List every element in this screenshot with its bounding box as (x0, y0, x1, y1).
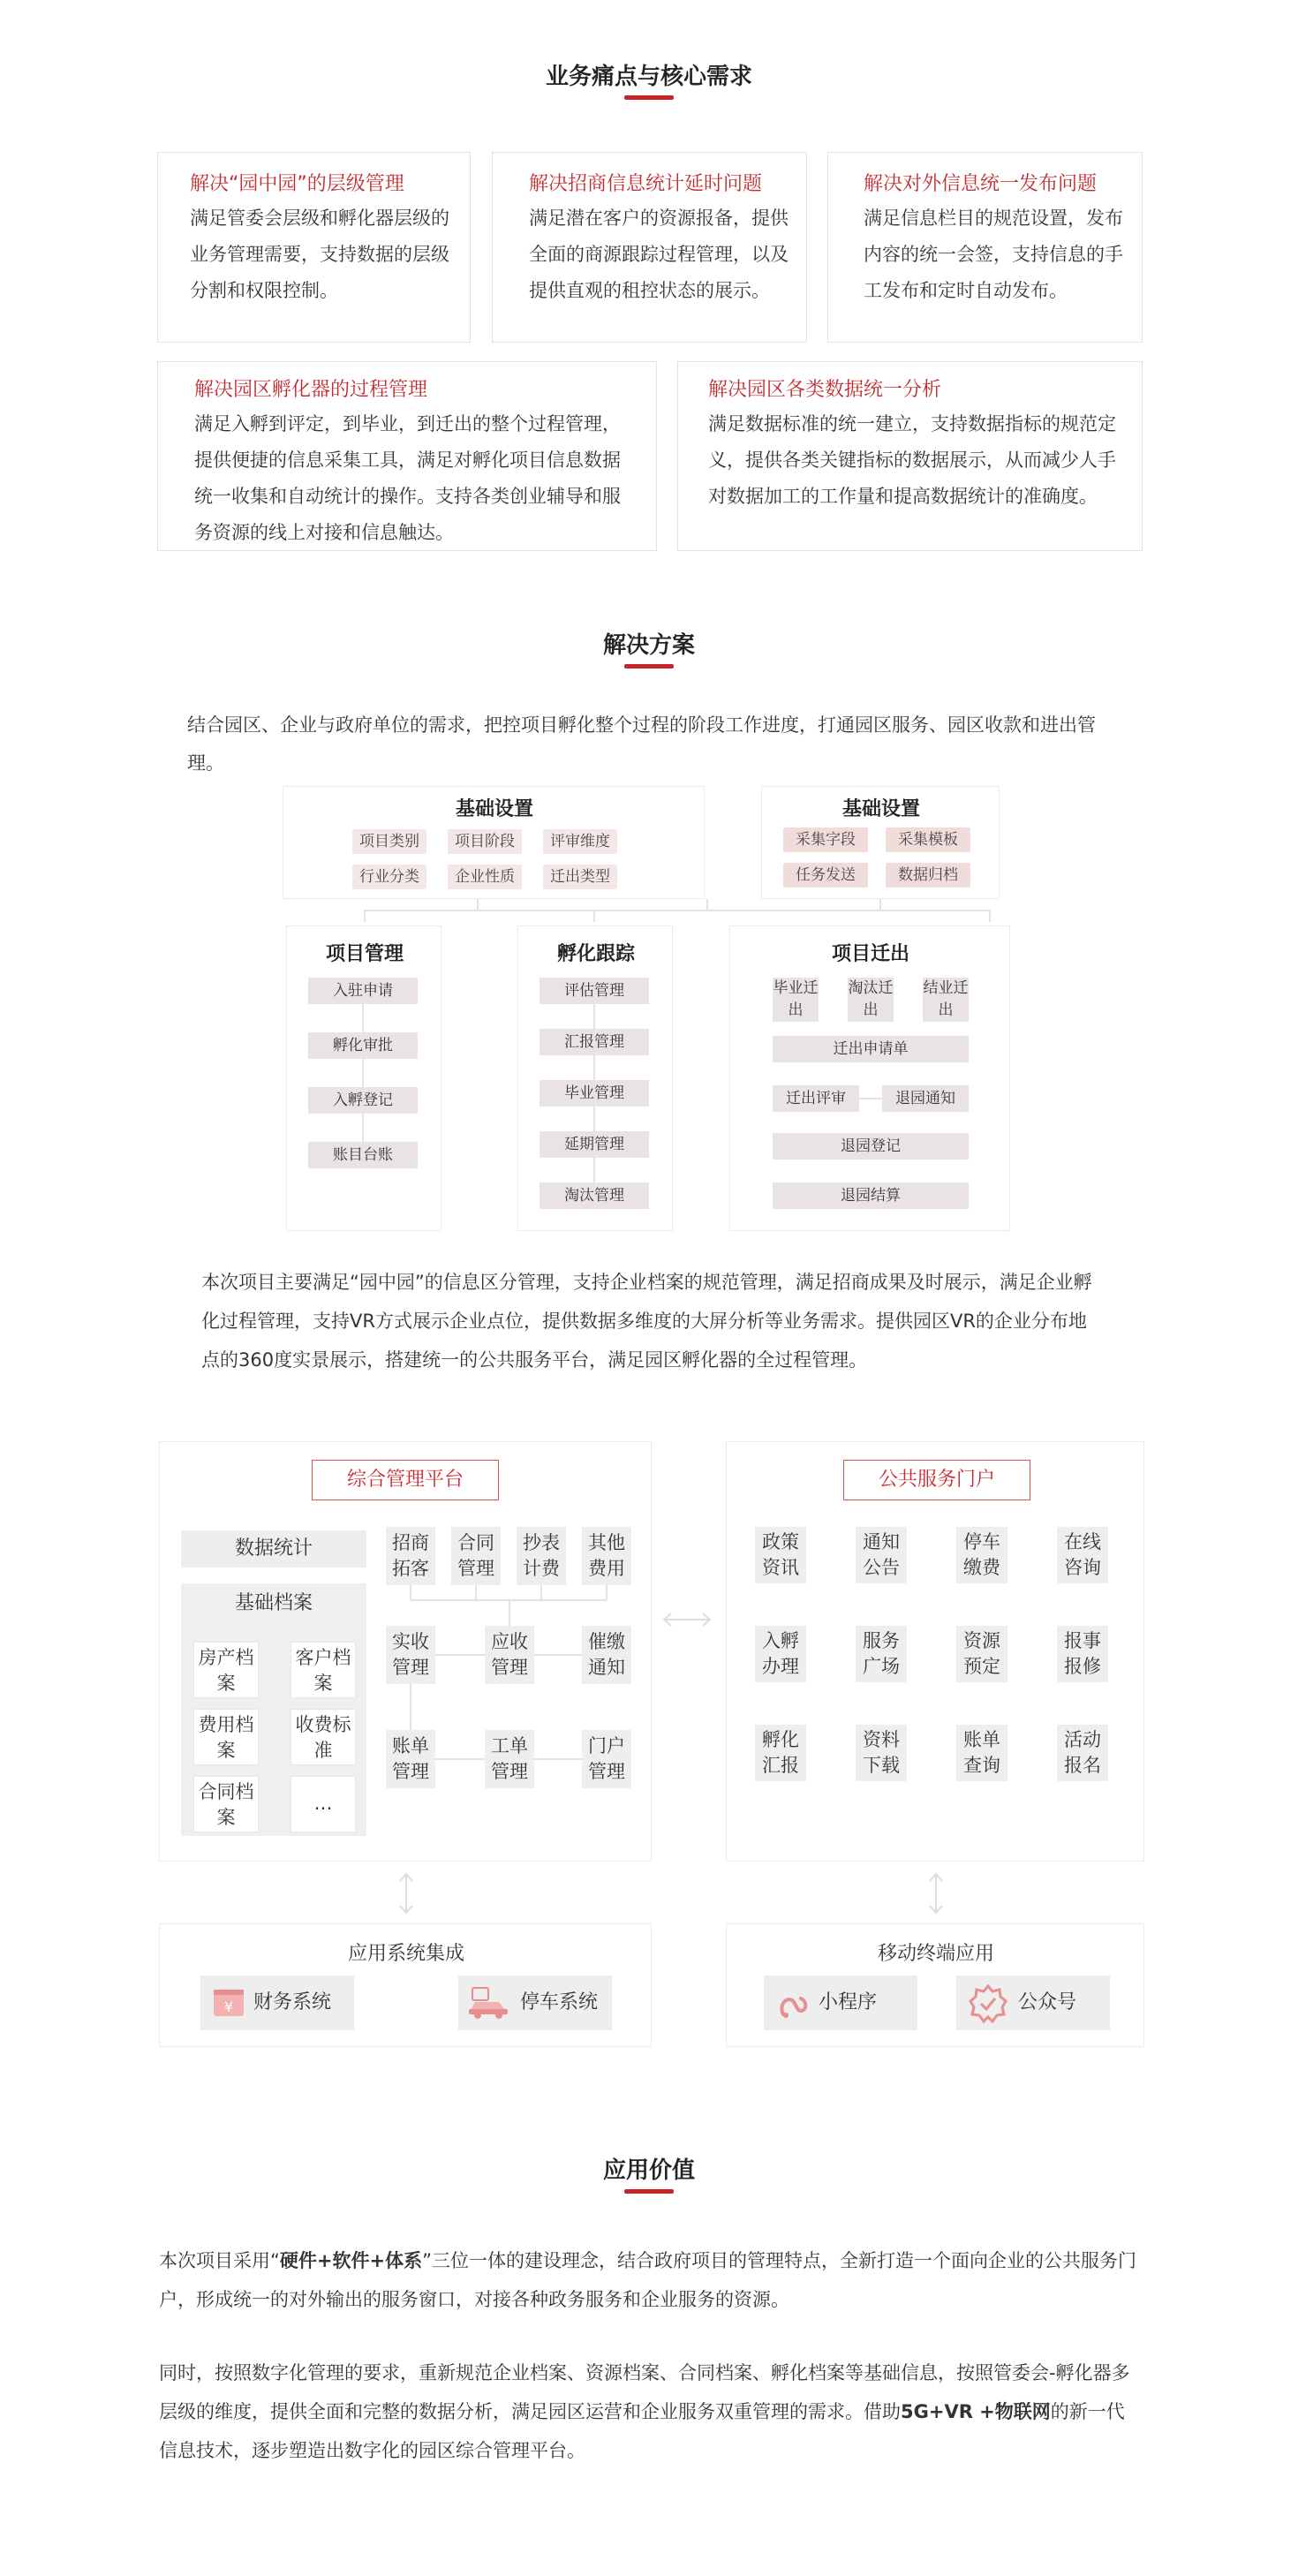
portal-item[interactable]: 孵化汇报 (755, 1725, 806, 1781)
settings-title: 基础设置 (841, 798, 920, 820)
section-underline (624, 664, 674, 669)
portal-item[interactable]: 账单查询 (956, 1725, 1007, 1781)
panel-subtitle: 应用系统集成 (347, 1943, 464, 1965)
module-cell: 应收管理 (485, 1626, 534, 1684)
flow-connector (477, 899, 479, 911)
module-cell: 催缴通知 (582, 1626, 631, 1684)
module-connector (435, 1758, 485, 1760)
flow-step: 入孵登记 (308, 1087, 418, 1114)
mini-program-icon (778, 1986, 813, 2021)
settings-title: 基础设置 (455, 798, 533, 820)
value-highlight: 5G+VR +物联网 (901, 2401, 1051, 2422)
official-account-icon (969, 1984, 1007, 2023)
flow-connector (706, 899, 708, 911)
module-cell: 合同管理 (451, 1527, 501, 1585)
value-text: 本次项目采用“ (159, 2250, 280, 2271)
flow-step: 淘汰管理 (540, 1182, 649, 1209)
stage-title: 孵化跟踪 (556, 943, 635, 965)
flow-connector (593, 1004, 595, 1029)
portal-item[interactable]: 资源预定 (956, 1626, 1007, 1682)
module-connector (475, 1585, 477, 1600)
section-title-pain: 业务痛点与核心需求 (545, 64, 752, 90)
module-cell: 工单管理 (485, 1730, 534, 1788)
pain-card-desc: 满足信息栏目的规范设置，发布内容的统一会签，支持信息的手工发布和定时自动发布。 (864, 208, 1123, 301)
settings-tag: 企业性质 (448, 865, 522, 889)
vertical-arrow-icon (927, 1870, 945, 1916)
module-cell: 账单管理 (386, 1730, 435, 1788)
pain-card-title: 解决园区各类数据统一分析 (708, 379, 942, 401)
value-text: 的新一代信息技术，逐步塑造出数字化的园区综合管理平台。 (159, 2401, 1125, 2461)
settings-tag: 项目阶段 (448, 829, 522, 854)
archive-item: 合同档案 (193, 1776, 259, 1832)
settings-tag: 评审维度 (543, 829, 617, 854)
finance-system[interactable] (200, 1975, 354, 2030)
panel-title: 公共服务门户 (843, 1460, 1030, 1500)
pain-card-title: 解决招商信息统计延时问题 (529, 173, 763, 195)
flow-connector (362, 1004, 364, 1032)
archive-more: … (291, 1776, 356, 1832)
module-connector (410, 1585, 411, 1600)
flow-step: 退园登记 (773, 1133, 969, 1160)
module-connector (509, 1599, 510, 1626)
pain-card-title: 解决“园中园”的层级管理 (190, 173, 404, 195)
settings-tag: 数据归档 (886, 863, 970, 888)
module-connector (435, 1654, 485, 1656)
finance-icon (213, 1988, 245, 2018)
flow-step: 评估管理 (540, 978, 649, 1004)
parking-system[interactable] (458, 1975, 612, 2030)
flow-step: 退园通知 (882, 1085, 969, 1112)
panel-service-portal (726, 1441, 1144, 1862)
data-stats: 数据统计 (181, 1530, 366, 1568)
stage-exit (729, 925, 1010, 1231)
value-paragraph-2 (159, 2353, 1141, 2470)
panel-subtitle: 移动终端应用 (877, 1943, 994, 1965)
flow-step: 入驻申请 (308, 978, 418, 1004)
archive-item: 房产档案 (193, 1642, 259, 1698)
section-underline (624, 2189, 674, 2194)
stage-project-mgmt (286, 925, 441, 1231)
flow-connector (362, 1114, 364, 1142)
pain-card-desc: 满足数据标准的统一建立，支持数据指标的规范定义，提供各类关键指标的数据展示，从而减少人手对数据加工的工作量和提高数据统计的准确度。 (708, 413, 1116, 507)
svg-text:¥: ¥ (223, 1998, 234, 2015)
flow-connector (364, 910, 366, 922)
value-paragraph-1 (159, 2241, 1141, 2319)
flow-step: 迁出评审 (773, 1085, 859, 1112)
portal-item[interactable]: 在线咨询 (1057, 1527, 1108, 1583)
pain-card-title: 解决对外信息统一发布问题 (864, 173, 1098, 195)
official-account-label: 公众号 (1018, 1991, 1077, 2013)
flow-connector (364, 910, 991, 911)
module-connector (410, 1684, 411, 1730)
settings-tag: 采集模板 (886, 827, 970, 852)
settings-tag: 迁出类型 (543, 865, 617, 889)
pain-card-desc: 满足潜在客户的资源报备，提供全面的商源跟踪过程管理，以及提供直观的租控状态的展示。 (529, 208, 789, 301)
panel-title: 综合管理平台 (312, 1460, 499, 1500)
flow-connector (989, 910, 991, 922)
module-connector (534, 1654, 582, 1656)
value-highlight: 硬件+软件+体系 (279, 2250, 423, 2271)
flow-step: 退园结算 (773, 1182, 969, 1209)
stage-title: 项目迁出 (831, 943, 909, 965)
archive-item: 客户档案 (291, 1642, 356, 1698)
archive-item: 费用档案 (193, 1709, 259, 1765)
module-connector (540, 1585, 542, 1600)
portal-item[interactable]: 资料下载 (856, 1725, 907, 1781)
pain-card-3 (827, 152, 1143, 343)
stage-title: 项目管理 (325, 943, 404, 965)
flow-connector (593, 910, 595, 922)
portal-item[interactable]: 活动报名 (1057, 1725, 1108, 1781)
panel-management-platform (159, 1441, 652, 1862)
stage-incubation (517, 925, 673, 1231)
value-text: ”三位一体的建设理念，结合政府项目的管理特点，全新打造一个面向企业的公共服务门户，形成统一的对外输出的服务窗口，对接各种政务服务和企业服务的资源。 (159, 2250, 1136, 2310)
bidirectional-arrow-icon (660, 1611, 713, 1628)
pain-card-desc: 满足管委会层级和孵化器层级的业务管理需要，支持数据的层级分割和权限控制。 (190, 208, 449, 301)
section-title-value: 应用价值 (602, 2157, 695, 2184)
flow-connector (593, 1158, 595, 1182)
settings-box-left (283, 786, 705, 899)
settings-box-right (761, 786, 1000, 899)
car-icon (467, 1986, 509, 2020)
module-cell: 招商拓客 (386, 1527, 435, 1585)
settings-tag: 任务发送 (783, 863, 868, 888)
flow-step: 延期管理 (540, 1131, 649, 1158)
pain-card-1 (157, 152, 471, 343)
module-cell: 其他费用 (582, 1527, 631, 1585)
flow-step: 淘汰迁出 (848, 978, 894, 1022)
value-text: 同时，按照数字化管理的要求，重新规范企业档案、资源档案、合同档案、孵化档案等基础信息，按照管委会-孵化器多层级的维度，提供全面和完整的数据分析，满足园区运营和企业服务双重管理的需求。借助 (159, 2362, 1130, 2422)
portal-item[interactable]: 报事报修 (1057, 1626, 1108, 1682)
vertical-arrow-icon (397, 1870, 415, 1916)
official-account[interactable] (956, 1975, 1110, 2030)
solution-intro: 结合园区、企业与政府单位的需求，把控项目孵化整个过程的阶段工作进度，打通园区服务、园区收款和进出管理。 (187, 714, 1096, 774)
portal-item[interactable]: 入孵办理 (755, 1626, 806, 1682)
parking-label: 停车系统 (520, 1991, 599, 2013)
flow-step: 毕业管理 (540, 1080, 649, 1107)
flow-step: 迁出申请单 (773, 1036, 969, 1062)
flow-step: 毕业迁出 (773, 978, 819, 1022)
section-title-solution: 解决方案 (602, 632, 695, 659)
flow-step: 账目台账 (308, 1142, 418, 1168)
finance-label: 财务系统 (253, 1991, 332, 2013)
mini-program-label: 小程序 (819, 1991, 878, 2013)
module-connector (606, 1585, 607, 1600)
module-connector (534, 1758, 582, 1760)
flow-step: 结业迁出 (923, 978, 969, 1022)
pain-card-title: 解决园区孵化器的过程管理 (194, 379, 428, 401)
pain-card-4 (157, 361, 657, 551)
portal-item[interactable]: 服务广场 (856, 1626, 907, 1682)
archives-title: 基础档案 (234, 1592, 313, 1614)
panel-system-integration (159, 1923, 652, 2047)
pain-card-2 (492, 152, 807, 343)
panel-mobile-apps (726, 1923, 1144, 2047)
portal-item[interactable]: 政策资讯 (755, 1527, 806, 1583)
module-cell: 门户管理 (582, 1730, 631, 1788)
portal-item[interactable]: 停车缴费 (956, 1527, 1007, 1583)
settings-tag: 采集字段 (783, 827, 868, 852)
flow-step: 孵化审批 (308, 1032, 418, 1059)
pain-card-5 (677, 361, 1143, 551)
mini-program[interactable] (764, 1975, 917, 2030)
flow-connector (859, 1098, 882, 1099)
flow-connector (879, 899, 881, 911)
flow-connector (593, 1055, 595, 1080)
portal-item[interactable]: 通知公告 (856, 1527, 907, 1583)
flow-connector (593, 1107, 595, 1131)
module-cell: 抄表计费 (517, 1527, 566, 1585)
pain-card-desc: 满足入孵到评定，到毕业，到迁出的整个过程管理，提供便捷的信息采集工具，满足对孵化项目信息数据统一收集和自动统计的操作。支持各类创业辅导和服务资源的线上对接和信息触达。 (194, 413, 621, 543)
section-underline (624, 95, 674, 100)
settings-tag: 行业分类 (352, 865, 426, 889)
archive-item: 收费标准 (291, 1709, 356, 1765)
flow-step: 汇报管理 (540, 1029, 649, 1055)
module-cell: 实收管理 (386, 1626, 435, 1684)
solution-summary: 本次项目主要满足“园中园”的信息区分管理，支持企业档案的规范管理，满足招商成果及时展示，满足企业孵化过程管理，支持VR方式展示企业点位，提供数据多维度的大屏分析等业务需求。提供园区VR的企业分布地点的360度实景展示，搭建统一的公共服务平台，满足园区孵化器的全过程管理。 (201, 1272, 1092, 1371)
settings-tag: 项目类别 (352, 829, 426, 854)
flow-connector (362, 1059, 364, 1087)
